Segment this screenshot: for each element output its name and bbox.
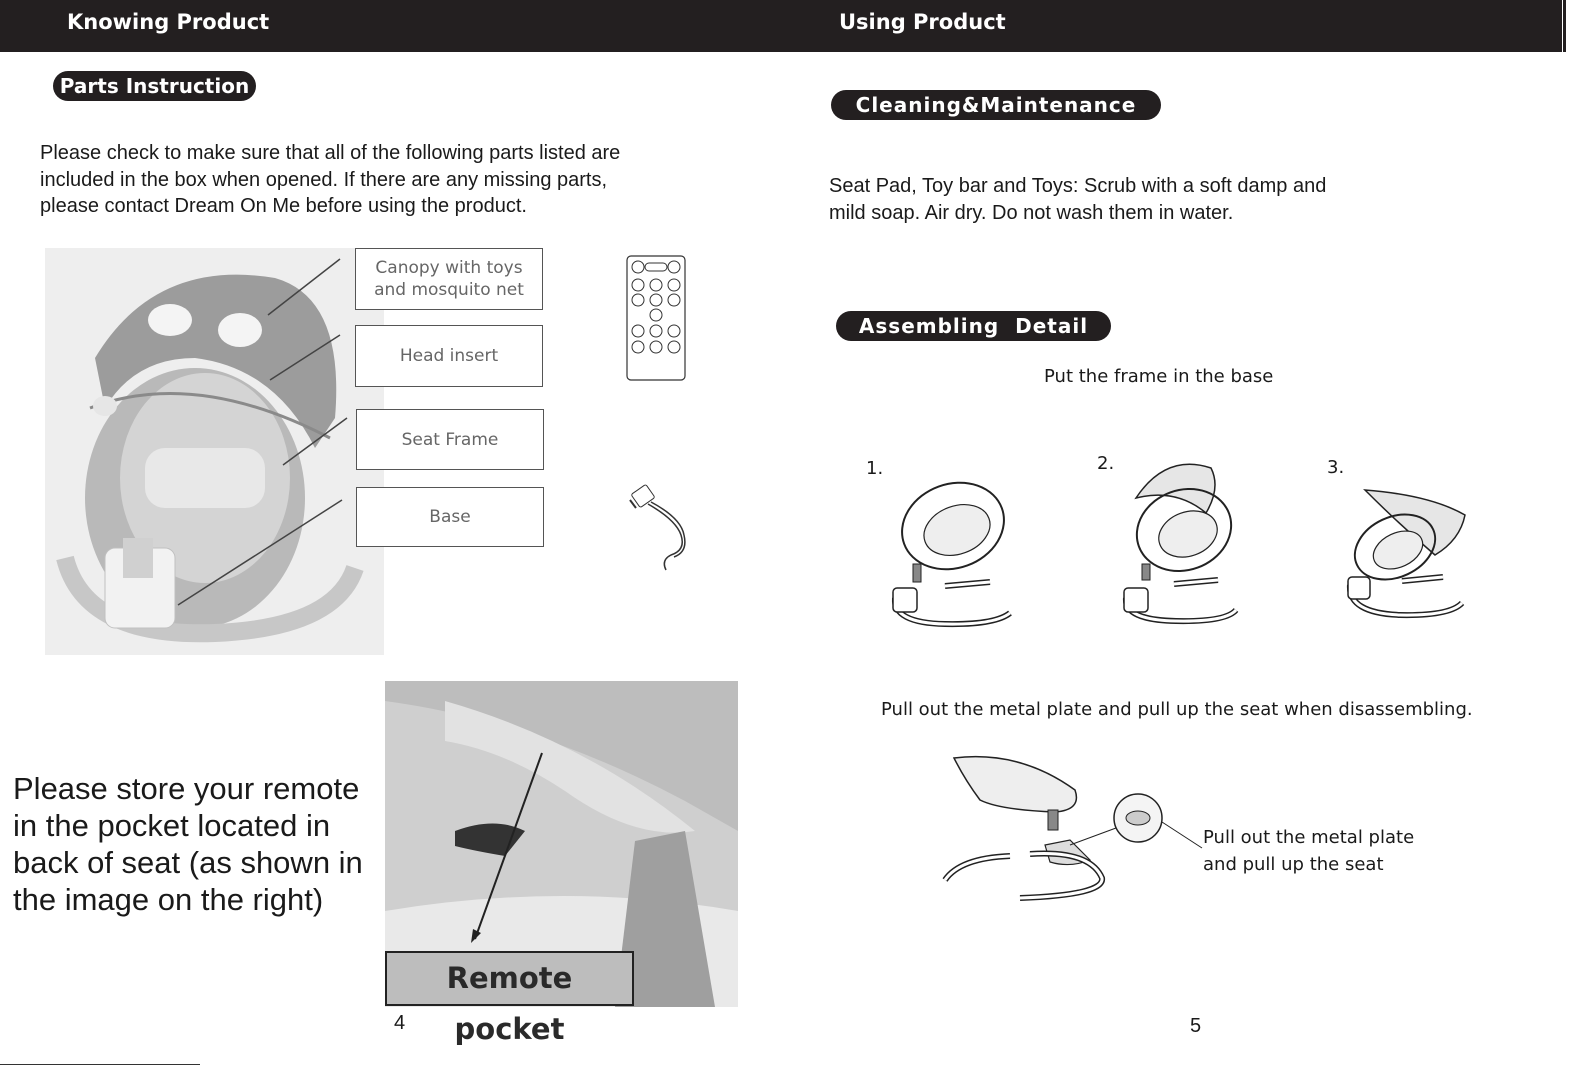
parts-instruction-pill: Parts Instruction: [53, 71, 256, 101]
left-page-title: Knowing Product: [67, 10, 270, 34]
disassembly-caption: Pull out the metal plate and pull up the seat when disassembling.: [881, 699, 1473, 720]
step-1-illustration: [885, 478, 1025, 628]
remote-control-icon: [626, 255, 686, 381]
intro-line: Please check to make sure that all of the following parts listed are: [40, 142, 621, 164]
remote-pocket-label: Remote pocket: [385, 951, 634, 1006]
part-label-canopy: Canopy with toys and mosquito net: [355, 248, 543, 310]
cleaning-line: Seat Pad, Toy bar and Toys: Scrub with a soft damp and: [829, 175, 1327, 197]
footer-rule: [0, 1064, 200, 1065]
callout-line: and pull up the seat: [1203, 854, 1384, 875]
assembling-detail-pill: Assembling Detail: [836, 311, 1111, 341]
note-line: in the pocket located in: [13, 808, 331, 843]
disassembly-callout: [1203, 824, 1414, 878]
page-number-right: 5: [1190, 1015, 1202, 1037]
intro-line: please contact Dream On Me before using the product.: [40, 195, 527, 217]
cleaning-text: [829, 173, 1529, 226]
remote-storage-note: [13, 770, 383, 918]
note-line: the image on the right): [13, 882, 324, 917]
step-3-illustration: [1340, 485, 1480, 625]
right-page-title: Using Product: [839, 10, 1006, 34]
assembly-caption: Put the frame in the base: [1044, 366, 1274, 387]
step-2-label: 2.: [1097, 453, 1115, 474]
part-label-head-insert: Head insert: [355, 325, 543, 387]
power-adapter-icon: [626, 480, 696, 580]
note-line: back of seat (as shown in: [13, 845, 363, 880]
note-line: Please store your remote: [13, 771, 360, 806]
callout-line: Pull out the metal plate: [1203, 827, 1415, 848]
disassembly-illustration: [940, 750, 1180, 910]
remote-pocket-photo: [385, 681, 738, 1046]
part-label-seat-frame: Seat Frame: [356, 409, 544, 470]
step-3-label: 3.: [1327, 457, 1345, 478]
intro-line: included in the box when opened. If there are any missing parts,: [40, 168, 608, 191]
step-2-illustration: [1116, 458, 1256, 628]
cleaning-maintenance-pill: Cleaning&Maintenance: [831, 90, 1161, 120]
step-1-label: 1.: [866, 458, 884, 479]
cleaning-line: mild soap. Air dry. Do not wash them in water.: [829, 201, 1234, 224]
page-number-left: 4: [394, 1012, 406, 1034]
part-label-base: Base: [356, 487, 544, 547]
